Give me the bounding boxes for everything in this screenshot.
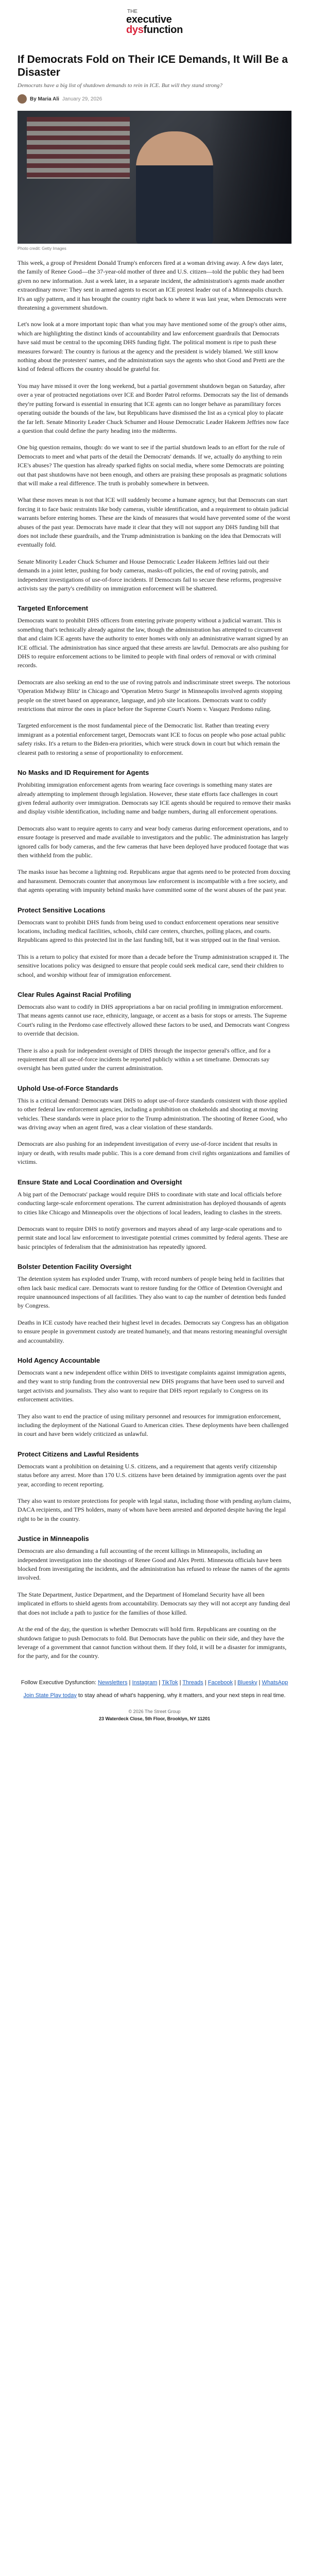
brand-rest: function (143, 24, 183, 36)
paragraph: Senate Minority Leader Chuck Schumer and House Democratic Leader Hakeem Jeffries laid out their demands in a joint letter, pushing for body cameras, masks-off policies, the end of roving patrols, and independent investigations of use-of-force incidents. If Democrats fail to secure these reforms, progressive activists say the party's credibility on immigration enforcement will be shattered. (18, 557, 282, 592)
follow-label: Follow Executive Dysfunction: (21, 1679, 96, 1686)
paragraph: Democrats want to prohibit DHS funds from being used to conduct enforcement operations near sensitive locations, including medical facilities, schools, child care centers, churches, polling places, and courts. Republicans agreed to this protected list in the last funding bill, but it was stripped out in the final version. (18, 918, 281, 944)
link-separator: | (127, 1679, 132, 1686)
paragraph: The detention system has exploded under Trump, with record numbers of people being held in facilities that often lack basic medical care. Democrats want to restore funding for the Office of Detention Oversight and require unannounced inspections of all facilities. They also want to cap the number of detention beds funded by Congress. (18, 1275, 286, 1310)
paragraph: They also want to end the practice of using military personnel and resources for immigration enforcement, including the deployment of the National Guard to American cities. These deployments have been challenged in court and have been widely criticized as unlawful. (18, 1412, 288, 1438)
section-heading: Bolster Detention Facility Oversight (18, 1263, 132, 1271)
paragraph: Democrats are also seeking an end to the use of roving patrols and indiscriminate street sweeps. The notorious 'Operation Midway Blitz' in Chicago and 'Operation Metro Surge' in Minneapolis involved agents stopping people on the street based on appearance, language, and job site locations. Democrats want to codify restrictions that mirror the ones in place before the Supreme Court's Noem v. Vasquez Perdomo ruling. (18, 678, 290, 713)
paragraph: Democrats want a prohibition on detaining U.S. citizens, and a requirement that agents verify citizenship status before any arrest. More than 170 U.S. citizens have been detained by immigration agents over the past year, according to recent reporting. (18, 1462, 286, 1488)
section-heading: Uphold Use-of-Force Standards (18, 1084, 118, 1092)
paragraph: This is a critical demand: Democrats want DHS to adopt use-of-force standards consistent with those applied to other federal law enforcement agencies, including a prohibition on chokeholds and shooting at moving vehicles. These standards were in place prior to the Trump administration. The shooting of Renee Good, who was driving away when an agent fired, was a clear violation of these standards. (18, 1096, 287, 1131)
section-heading: Protect Citizens and Lawful Residents (18, 1450, 139, 1458)
footer (18, 1679, 291, 1742)
paragraph: This is a return to policy that existed for more than a decade before the Trump administration scrapped it. The sensitive locations policy was designed to ensure that people could seek medical care, send their children to school, and worship without fear of immigration enforcement. (18, 953, 289, 978)
paragraph: Democrats want to prohibit DHS officers from entering private property without a judicial warrant. This is something that's technically already against the law, though the administration has attempted to circumvent that and claim ICE agents have the authority to enter homes with only an administrative warrant signed by an ICE official. The administration has since argued that these arrests are lawful. Democrats are also pushing for DHS to require enforcement actions to be limited to people with final orders of removal or with criminal records. (18, 617, 288, 669)
link-separator: | (232, 1679, 237, 1686)
brand-word-dysfunction (126, 25, 183, 35)
article-body (18, 259, 291, 1661)
section-heading: Targeted Enforcement (18, 604, 89, 613)
byline (18, 94, 291, 104)
section-heading: Justice in Minneapolis (18, 1535, 89, 1543)
author-name[interactable]: By Maria Ali (30, 96, 59, 102)
hero-shade (209, 111, 291, 244)
social-links (98, 1680, 288, 1686)
paragraph: Democrats want to require DHS to notify governors and mayors ahead of any large-scale operations and to permit state and local law enforcement to investigate potential crimes committed by federal agents. These are basic principles of federalism that the administration has repeatedly ignored. (18, 1225, 288, 1250)
paragraph: Democrats also want to require agents to carry and wear body cameras during enforcement operations, and to ensure footage is preserved and made available to investigators and the public. The administration has largely ignored calls for body cameras, and the few cameras that have been deployed have produced footage that was then withheld from the public. (18, 824, 289, 859)
paragraph: One big question remains, though: do we want to see if the partial shutdown leads to an effort for the rule of Democrats to meet and what parts of the detail the Democrats' demands. If we, actually do anything to rein ICE's abuses? The question has already sparked fights on social media, where some Democrats are pointing out that past shutdowns have not been enough, and others are praising these proposals as pragmatic solutions that will make a real difference. The truth is probably somewhere in between. (18, 444, 287, 487)
brand-logo[interactable] (126, 9, 183, 35)
follow-links (18, 1679, 291, 1687)
paragraph: What these moves mean is not that ICE will suddenly become a humane agency, but that Democrats can start forcing it to face basic restraints like body cameras, visible identification, and a requirement to obtain judicial warrants before entering homes. These are the kinds of measures that would have prevented some of the worst abuses of the past year. Democrats have made it clear that they will not support any DHS funding bill that does not include these guardrails, and the Trump administration is banking on the idea that Democrats will eventually fold. (18, 496, 290, 549)
link-separator: | (178, 1679, 183, 1686)
flag-background (27, 117, 130, 179)
brand-the: THE (127, 9, 138, 14)
social-link-tiktok[interactable]: TikTok (162, 1679, 178, 1686)
section-heading: Hold Agency Accountable (18, 1356, 100, 1364)
paragraph: Prohibiting immigration enforcement agents from wearing face coverings is something many states are already attempting to implement through legislation. However, these state efforts face challenges in court given federal authority over immigration. Democrats say ICE agents should be required to remove their masks and display visible identification, including name and badge numbers, during all enforcement operations. (18, 781, 291, 816)
article-title: If Democrats Fold on Their ICE Demands, It Will Be a Disaster (18, 54, 288, 78)
section-heading: Clear Rules Against Racial Profiling (18, 991, 131, 998)
paragraph: There is also a push for independent oversight of DHS through the inspector general's office, and for a requirement that all use-of-force incidents be reported publicly within a set timeframe. Democrats say oversight has been gutted under the current administration. (18, 1046, 271, 1072)
link-separator: | (257, 1679, 262, 1686)
copyright: © 2026 The Street Group (128, 1708, 181, 1714)
paragraph: A big part of the Democrats' package would require DHS to coordinate with state and local officials before conducting large-scale enforcement operations. The current administration has deployed thousands of agents to cities like Chicago and Minneapolis over the objections of local leaders, leading to clashes in the streets. (18, 1190, 286, 1216)
brand-accent: dys (126, 24, 144, 36)
article-subtitle: Democrats have a big list of shutdown demands to rein in ICE. But will they stand strong? (18, 82, 222, 89)
article-sections (18, 604, 291, 1660)
mailing-address: 23 Waterdeck Close, 5th Floor, Brooklyn, NY 11201 (98, 1716, 211, 1721)
join-state-play-link[interactable]: Join State Play today (23, 1692, 77, 1699)
paragraph: Democrats want a new independent office within DHS to investigate complaints against immigration agents, and they want to strip funding from the controversial new DHS programs that have been used to surveil and target activists and journalists. They also want to require that DHS report regularly to Congress on its enforcement activities. (18, 1368, 286, 1403)
section-heading: Protect Sensitive Locations (18, 906, 106, 914)
paragraph: Targeted enforcement is the most fundamental piece of the Democratic list. Rather than treating every immigrant as a potential enforcement target, Democrats want ICE to focus on people who pose actual public safety risks. It's a return to the Biden-era priorities, which were struck down in court but which remain the clearest path to restoring a sense of proportionality to enforcement. (18, 722, 286, 756)
publish-date: January 29, 2026 (62, 96, 102, 102)
link-separator: | (157, 1679, 162, 1686)
speaker-figure (136, 131, 213, 244)
paragraph: They also want to restore protections for people with legal status, including those with pending asylum claims, DACA recipients, and TPS holders, many of whom have been arrested and deported despite having the legal right to be in the country. (18, 1497, 291, 1522)
hero-image (18, 111, 291, 244)
paragraph: Democrats are also demanding a full accounting of the recent killings in Minneapolis, including an independent investigation into the shootings of Renee Good and Alex Pretti. Minnesota officials have been blocked from investigating the incidents, and the administration has refused to release the names of the agents involved. (18, 1547, 290, 1582)
paragraph: You may have missed it over the long weekend, but a partial government shutdown began on Saturday, after over a year of protracted negotiations over ICE and Border Patrol reforms. Democrats say the list of demands they're putting forward is essential in ensuring that ICE agents can no longer behave as paramilitary forces operating outside the bounds of the law, but Republicans have dismissed the list as a cynical ploy to placate the far left. Senate Minority Leader Chuck Schumer and House Democratic Leader Hakeem Jeffries now face a question that could define the party heading into the midterms. (18, 382, 289, 434)
masthead (18, 0, 291, 36)
paragraph: The State Department, Justice Department, and the Department of Homeland Security have all been implicated in efforts to shield agents from accountability. Democrats say they will not accept any funding deal that does not include a path to justice for the families of those killed. (18, 1590, 290, 1616)
author-avatar (18, 94, 27, 104)
section-heading: No Masks and ID Requirement for Agents (18, 769, 149, 777)
brand-word-executive: executive (126, 14, 172, 25)
section-heading: Ensure State and Local Coordination and Oversight (18, 1178, 182, 1186)
share-rest: to stay ahead of what's happening, why it matters, and your next steps in real time. (78, 1692, 286, 1699)
hero-caption: Photo credit: Getty Images (18, 246, 66, 251)
paragraph: The masks issue has become a lightning rod. Republicans argue that agents need to be protected from doxxing and harassment. Democrats counter that anonymous law enforcement is incompatible with a free society, and that agents operating with impunity behind masks have committed some of the worst abuses of the past year. (18, 868, 290, 894)
social-link-threads[interactable]: Threads (182, 1679, 203, 1686)
paragraph: At the end of the day, the question is whether Democrats will hold firm. Republicans are counting on the shutdown fatigue to push Democrats to fold. But Democrats have the public on their side, and they have the leverage of a government that cannot function without them. If they fold, it will be a disaster for immigrants, for the party, and for the country. (18, 1625, 287, 1660)
link-separator: | (203, 1679, 208, 1686)
share-line (18, 1692, 291, 1700)
paragraph: This week, a group of President Donald Trump's enforcers fired at a woman driving away. A few days later, the family of Renee Good—the 37-year-old mother of three and U.S. citizen—told the public they had been given no new information. Just a week later, in a separate incident, the administration's agents made another extraordinary move: They sent in armed agents to escort an ICE protest leader out of a Minneapolis church. It's an ugly pattern, and it has brought the country right back to where it was last year, when Democrats were threatening a government shutdown. (18, 259, 287, 312)
social-link-instagram[interactable]: Instagram (132, 1679, 158, 1686)
social-link-newsletters[interactable]: Newsletters (97, 1679, 128, 1686)
paragraph: Democrats are also pushing for an independent investigation of every use-of-force incident that results in injury or death, with results made public. This is a core demand from civil rights organizations and families of victims. (18, 1140, 290, 1166)
paragraph: Let's now look at a more important topic than what you may have mentioned some of the group's other aims, which are highlighting the distinct kinds of accountability and law enforcement guardrails that Democrats have said must be central to the upcoming DHS funding fight. The political moment is ripe to push these measures forward: The country is furious at the agency and the president is widely blamed. We still know nothing about the protesters' names, and the administration says the agents who shot Good and Pretti are the kind of federal officers the country should be grateful for. (18, 320, 287, 373)
social-link-whatsapp[interactable]: WhatsApp (262, 1679, 288, 1686)
paragraph: Deaths in ICE custody have reached their highest level in decades. Democrats say Congress has an obligation to ensure people in government custody are treated humanely, and that means restoring meaningful oversight and accountability. (18, 1318, 289, 1344)
social-link-bluesky[interactable]: Bluesky (237, 1679, 258, 1686)
social-link-facebook[interactable]: Facebook (208, 1679, 233, 1686)
paragraph: Democrats also want to codify in DHS appropriations a bar on racial profiling in immigration enforcement. That means agents cannot use race, ethnicity, language, or accent as a basis for stops or arrests. The Supreme Court's ruling in the Perdomo case effectively allowed these factors to be used, and Democrats want Congress to override that decision. (18, 1003, 290, 1038)
